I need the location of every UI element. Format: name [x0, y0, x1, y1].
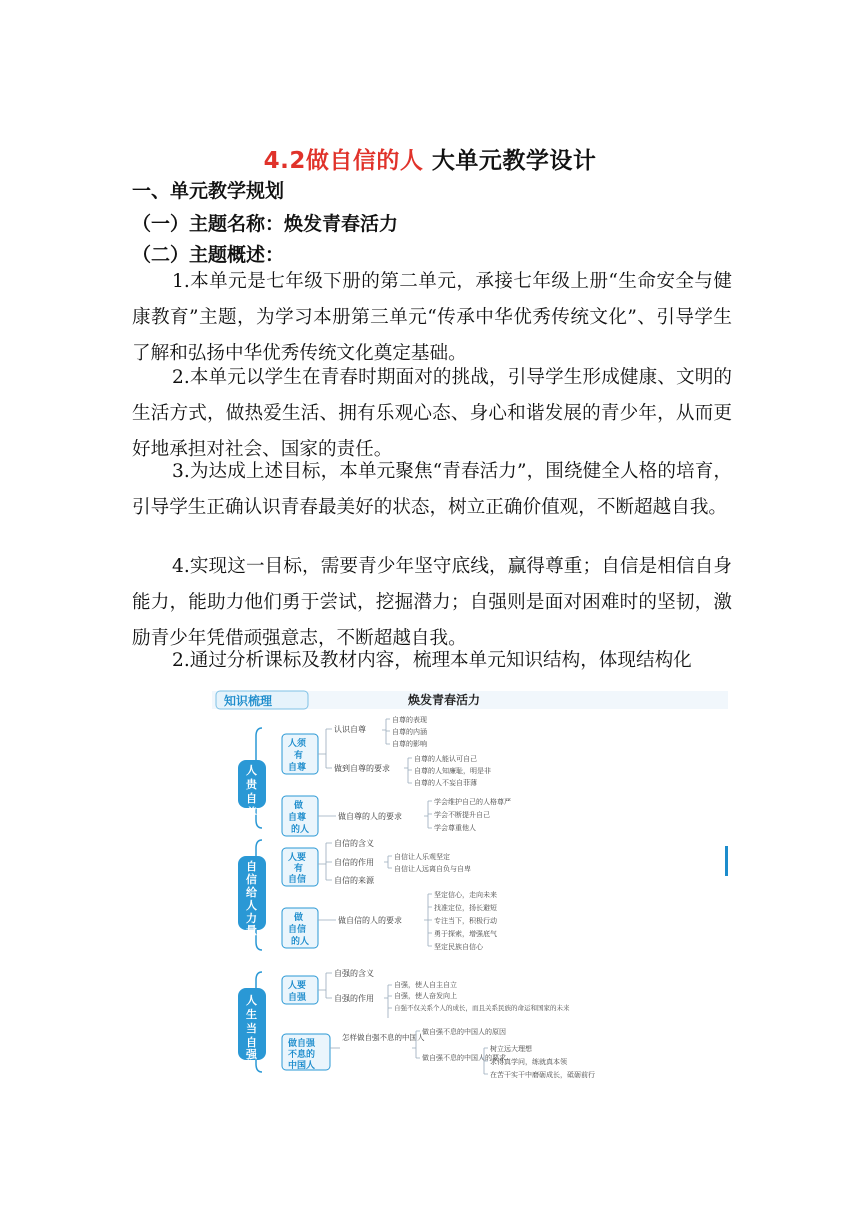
- svg-text:生: 生: [246, 1008, 257, 1021]
- leaf: 自尊的人不妄自菲薄: [414, 779, 477, 787]
- paragraph-4: 4.实现这一目标，需要青少年坚守底线，赢得尊重；自信是相信自身能力，能助力他们勇于尝试，挖掘潜力；自强则是面对困难时的坚韧，激励青少年凭借顽强意志，不断超越自我。: [132, 556, 732, 649]
- svg-text:自: 自: [246, 792, 257, 805]
- section-heading: 一、单元教学规划: [132, 180, 285, 202]
- leaf: 自尊的内涵: [392, 728, 427, 736]
- svg-text:自强: 自强: [288, 993, 307, 1003]
- svg-text:有: 有: [294, 864, 304, 874]
- branch-know-self-respect: 认识自尊: [334, 725, 366, 734]
- svg-text:不息的: 不息的: [288, 1050, 316, 1060]
- title-design: 大单元教学设计: [431, 148, 597, 174]
- svg-text:自信: 自信: [288, 875, 307, 885]
- theme-name-heading: （一）主题名称：焕发青春活力: [132, 213, 399, 235]
- svg-text:当: 当: [246, 1022, 257, 1035]
- svg-text:做: 做: [294, 913, 304, 923]
- svg-text:人须: 人须: [288, 739, 307, 749]
- svg-text:人要: 人要: [288, 981, 307, 991]
- leaf: 坚定信心，走向未来: [434, 891, 497, 899]
- leaf: 自尊的人能认可自己: [414, 755, 477, 763]
- leaf: 树立远大理想: [490, 1045, 532, 1053]
- svg-text:力: 力: [246, 912, 257, 925]
- leaf: 学会不断提升自己: [434, 811, 490, 819]
- leaf: 自强不仅关系个人的成长，而且关系民族的命运和国家的未来: [394, 1004, 570, 1012]
- svg-text:中国人: 中国人: [288, 1061, 316, 1071]
- knowledge-mind-map: [212, 688, 728, 1080]
- mindmap-tag: 知识梳理: [224, 694, 273, 708]
- section-confidence-label: [246, 859, 257, 937]
- branch-confidence-meaning: 自信的含义: [334, 839, 374, 848]
- branch-requirements: 做到自尊的要求: [334, 764, 390, 773]
- svg-text:的人: 的人: [291, 825, 310, 835]
- svg-text:做自强: 做自强: [288, 1039, 316, 1049]
- paragraph-1: 1.本单元是七年级下册的第二单元，承接七年级上册“生命安全与健康教育”主题，为学习本册第三单元“传承中华优秀传统文化”、引导学生了解和弘扬中华优秀传统文化奠定基础。: [132, 271, 732, 364]
- leaf: 自信让人远离自负与自卑: [394, 865, 471, 873]
- leaf: 自尊的影响: [392, 740, 427, 748]
- leaf: 自尊的表现: [392, 716, 427, 724]
- leaf: 求得真学问，练就真本领: [490, 1058, 567, 1066]
- svg-text:自尊: 自尊: [288, 763, 307, 773]
- leaf: 在苦干实干中磨砺成长，砥砺前行: [490, 1071, 595, 1079]
- branch-self-improve-role: 自强的作用: [334, 994, 374, 1003]
- branch-confidence-source: 自信的来源: [334, 876, 374, 885]
- svg-text:人要: 人要: [288, 853, 307, 863]
- mindmap-header: 焕发青春活力: [408, 693, 481, 707]
- leaf: 学会维护自己的人格尊严: [434, 798, 511, 806]
- section-self-improvement-label: [245, 994, 258, 1061]
- leaf: 专注当下，积极行动: [434, 917, 497, 925]
- svg-text:自: 自: [246, 1036, 257, 1049]
- svg-text:的人: 的人: [291, 937, 310, 947]
- page-title: [0, 142, 860, 175]
- leaf: 做自强不息的中国人的原因: [422, 1028, 506, 1036]
- svg-text:做: 做: [294, 801, 304, 811]
- svg-text:尊: 尊: [246, 806, 257, 819]
- leaf: 坚定民族自信心: [434, 943, 483, 951]
- paragraph-2: 2.本单元以学生在青春时期面对的挑战，引导学生形成健康、文明的生活方式，做热爱生活、拥有乐观心态、身心和谐发展的青少年，从而更好地承担对社会、国家的责任。: [132, 367, 732, 460]
- svg-text:强: 强: [246, 1048, 257, 1061]
- leaf: 学会尊重他人: [434, 824, 476, 832]
- title-lesson: 4.2做自信的人: [263, 148, 424, 174]
- branch-confidence-role: 自信的作用: [334, 858, 374, 867]
- svg-text:人: 人: [246, 899, 257, 912]
- svg-text:自: 自: [246, 860, 257, 873]
- paragraph-5: 2.通过分析课标及教材内容，梳理本单元知识结构，体现结构化: [172, 650, 692, 671]
- leaf: 自强，使人自主自立: [394, 981, 457, 989]
- branch-self-improve-meaning: 自强的含义: [334, 969, 374, 978]
- paragraph-3: 3.为达成上述目标，本单元聚焦“青春活力”，围绕健全人格的培育，引导学生正确认识青春最美好的状态，树立正确价值观，不断超越自我。: [132, 461, 732, 518]
- svg-text:信: 信: [246, 873, 257, 886]
- svg-text:自信: 自信: [288, 925, 307, 935]
- branch-confident-req: 做自信的人的要求: [338, 916, 402, 925]
- svg-text:量: 量: [246, 924, 257, 937]
- leaf: 找准定位，扬长避短: [434, 904, 497, 912]
- svg-text:有: 有: [294, 751, 304, 761]
- leaf: 自尊的人知廉耻，明是非: [414, 767, 491, 775]
- svg-text:人: 人: [246, 994, 257, 1007]
- svg-text:给: 给: [246, 886, 257, 899]
- leaf: 做自强不息的中国人的要求: [422, 1054, 506, 1062]
- leaf: 勇于探索，增强底气: [434, 930, 497, 938]
- svg-text:人: 人: [246, 764, 257, 777]
- svg-text:贵: 贵: [246, 778, 257, 791]
- leaf: 自强，使人奋发向上: [394, 992, 457, 1000]
- theme-overview-heading: （二）主题概述：: [132, 244, 285, 266]
- leaf: 自信让人乐观坚定: [394, 853, 450, 861]
- section-self-respect-label: [246, 764, 258, 819]
- branch-how-self-improve: 怎样做自强不息的中国人: [342, 1033, 425, 1042]
- svg-text:自尊: 自尊: [288, 813, 307, 823]
- branch-self-respect-req: 做自尊的人的要求: [338, 812, 402, 821]
